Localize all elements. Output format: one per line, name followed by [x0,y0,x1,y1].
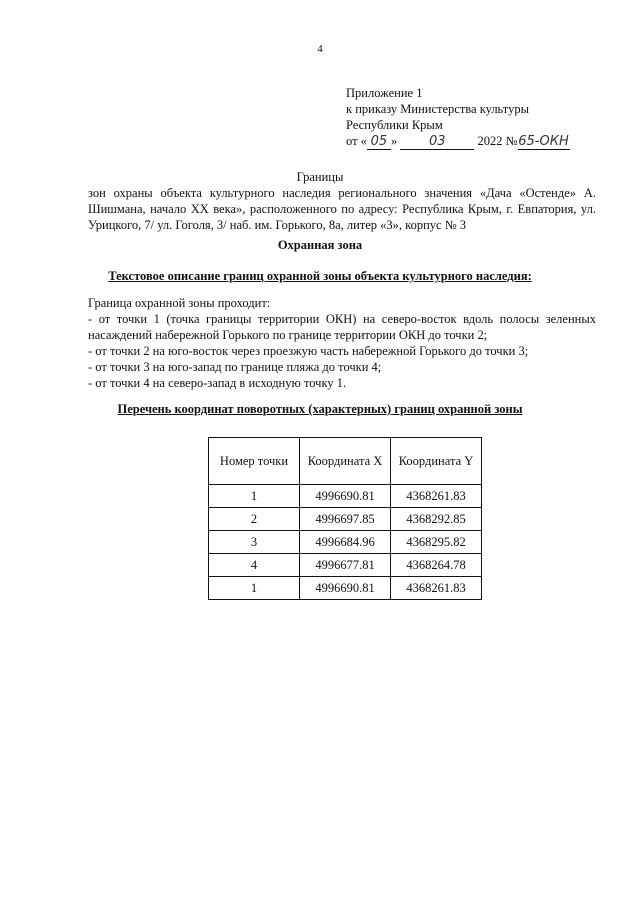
date-month: 03 [400,135,474,150]
date-prefix: от « [346,134,367,148]
coordinates-heading: Перечень координат поворотных (характерных) границ охранной зоны [117,402,523,416]
date-day: 05 [367,135,391,150]
zone-heading: Охранная зона [277,238,363,252]
table-header-row [209,438,482,485]
boundary-item: - от точки 1 (точка границы территории ОКН) на северо-восток вдоль полосы зеленных насаждений набережной Горького по границе территории ОКН до точки 2; [88,312,596,342]
cell-y: 4368261.83 [391,485,482,508]
header-coordinate-y: Координата Y [391,438,482,485]
cell-x: 4996677.81 [300,554,391,577]
appendix-line-3: Республики Крым [346,118,443,132]
page-number: 4 [317,43,323,55]
header-point-number: Номер точки [209,438,300,485]
cell-y: 4368261.83 [391,577,482,600]
cell-x: 4996690.81 [300,485,391,508]
cell-point: 2 [209,508,300,531]
table-row [209,508,482,531]
cell-point: 1 [209,577,300,600]
table-row [209,554,482,577]
text-description-heading: Текстовое описание границ охранной зоны объекта культурного наследия: [108,269,532,283]
cell-point: 4 [209,554,300,577]
cell-y: 4368264.78 [391,554,482,577]
cell-y: 4368292.85 [391,508,482,531]
boundary-intro: Граница охранной зоны проходит: [88,296,271,310]
cell-x: 4996684.96 [300,531,391,554]
boundary-item: - от точки 3 на юго-запад по границе пляжа до точки 4; [88,360,382,374]
appendix-block [346,85,570,150]
table-row [209,485,482,508]
cell-point: 1 [209,485,300,508]
boundary-description [88,295,596,391]
table-row [209,577,482,600]
cell-point: 3 [209,531,300,554]
boundary-item: - от точки 4 на северо-запад в исходную точку 1. [88,376,347,390]
coordinates-table [208,437,482,600]
date-year: 2022 № [477,134,518,148]
document-title: Границы [296,170,344,184]
date-day-suffix: » [390,134,398,148]
boundary-item: - от точки 2 на юго-восток через проезжую часть набережной Горького до точки 3; [88,344,529,358]
cell-x: 4996697.85 [300,508,391,531]
object-description: зон охраны объекта культурного наследия регионального значения «Дача «Остенде» А. Шишмана, начало XX века», расположенного по адресу: Республика Крым, г. Евпатория, ул. Урицкого, 7/ ул. Гоголя, 3/ наб. им. Горького, 8а, литер «3», корпус № 3 [88,186,596,232]
appendix-line-2: к приказу Министерства культуры [346,102,529,116]
appendix-date-line [346,133,570,150]
header-coordinate-x: Координата X [300,438,391,485]
appendix-line-1: Приложение 1 [346,86,423,100]
cell-x: 4996690.81 [300,577,391,600]
table-row [209,531,482,554]
order-number: 65-ОКН [518,134,569,149]
cell-y: 4368295.82 [391,531,482,554]
